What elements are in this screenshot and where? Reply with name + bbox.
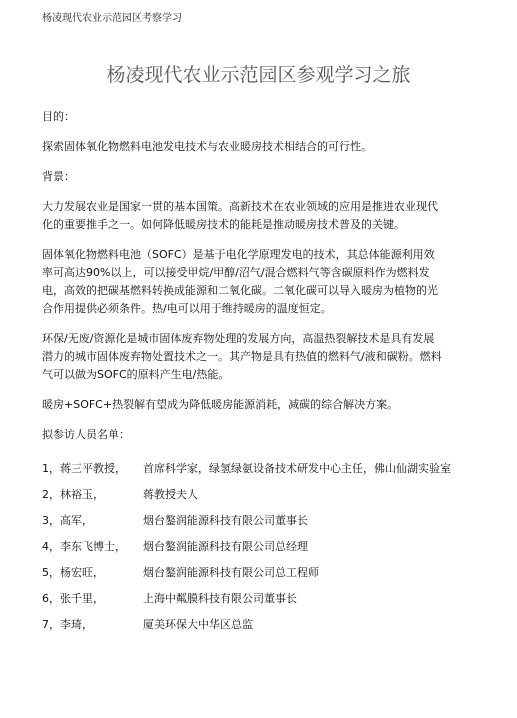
visitor-org: 蒋教授夫人 — [143, 488, 198, 501]
paragraph-line: 大力发展农业是国家一贯的基本国策。高新技术在农业领域的应用是推进农业现代 — [42, 200, 438, 213]
visitor-org: 烟台鏊润能源科技有限公司总工程师 — [143, 566, 319, 579]
visitor-org: 烟台鏊润能源科技有限公司总经理 — [143, 540, 308, 553]
visitor-name: 1，蒋三平教授， — [42, 462, 126, 475]
visitor-row — [42, 538, 482, 564]
visitor-name: 7，李琦， — [42, 618, 93, 631]
purpose-text: 探索固体氧化物燃料电池发电技术与农业暖房技术相结合的可行性。 — [42, 140, 372, 153]
visitor-list — [42, 460, 482, 642]
paragraph-line: 电，高效的把碳基燃料转换成能源和二氧化碳。二氧化碳可以导入暖房为植物的光 — [42, 284, 438, 297]
visitor-row — [42, 460, 482, 486]
purpose-label: 目的： — [42, 110, 75, 123]
paragraph-1 — [42, 198, 482, 234]
visitor-row — [42, 512, 482, 538]
visitor-org: 烟台鏊润能源科技有限公司董事长 — [143, 514, 308, 527]
visitor-name: 4，李东飞博士， — [42, 540, 126, 553]
paragraph-line: 合作用提供必须条件。热/电可以用于维持暖房的温度恒定。 — [42, 302, 332, 315]
page-header: 杨凌现代农业示范园区考察学习 — [42, 13, 182, 24]
visitor-org: 厦美环保大中华区总监 — [143, 618, 253, 631]
paragraph-3 — [42, 330, 482, 384]
paragraph-line: 化的重要推手之一。如何降低暖房技术的能耗是推动暖房技术普及的关键。 — [42, 218, 405, 231]
paragraph-2 — [42, 246, 482, 318]
visitor-name: 2，林裕玉， — [42, 488, 104, 501]
visitor-row — [42, 564, 482, 590]
visitor-org: 首席科学家，绿氢绿氨设备技术研发中心主任，佛山仙湖实验室 — [143, 462, 451, 475]
visitor-name: 6，张千里， — [42, 592, 104, 605]
visitor-row — [42, 590, 482, 616]
visitor-org: 上海中粼膜科技有限公司董事长 — [143, 592, 297, 605]
visitor-name: 3，高军， — [42, 514, 93, 527]
visitor-row — [42, 616, 482, 642]
visitor-row — [42, 486, 482, 512]
paragraph-4 — [42, 396, 482, 414]
visitor-name: 5，杨宏旺， — [42, 566, 104, 579]
document-body — [42, 108, 482, 642]
background-label: 背景： — [42, 170, 75, 183]
paragraph-line: 率可高达90%以上，可以接受甲烷/甲醇/沼气/混合燃料气等含碳原料作为燃料发 — [42, 266, 430, 279]
document-title: 杨凌现代农业示范园区参观学习之旅 — [106, 64, 411, 86]
paragraph-line: 气可以做为SOFC的原料产生电/热能。 — [42, 368, 230, 381]
paragraph-line: 潜力的城市固体废弃物处置技术之一。其产物是具有热值的燃料气/液和碳粉。燃料 — [42, 350, 442, 363]
paragraph-line: 暖房+SOFC+热裂解有望成为降低暖房能源消耗，减碳的综合解决方案。 — [42, 398, 399, 411]
paragraph-line: 固体氧化物燃料电池（SOFC）是基于电化学原理发电的技术，其总体能源利用效 — [42, 248, 435, 261]
paragraph-line: 环保/无废/资源化是城市固体废弃物处理的发展方向，高温热裂解技术是具有发展 — [42, 332, 435, 345]
visitors-label: 拟参访人员名单： — [42, 428, 130, 441]
